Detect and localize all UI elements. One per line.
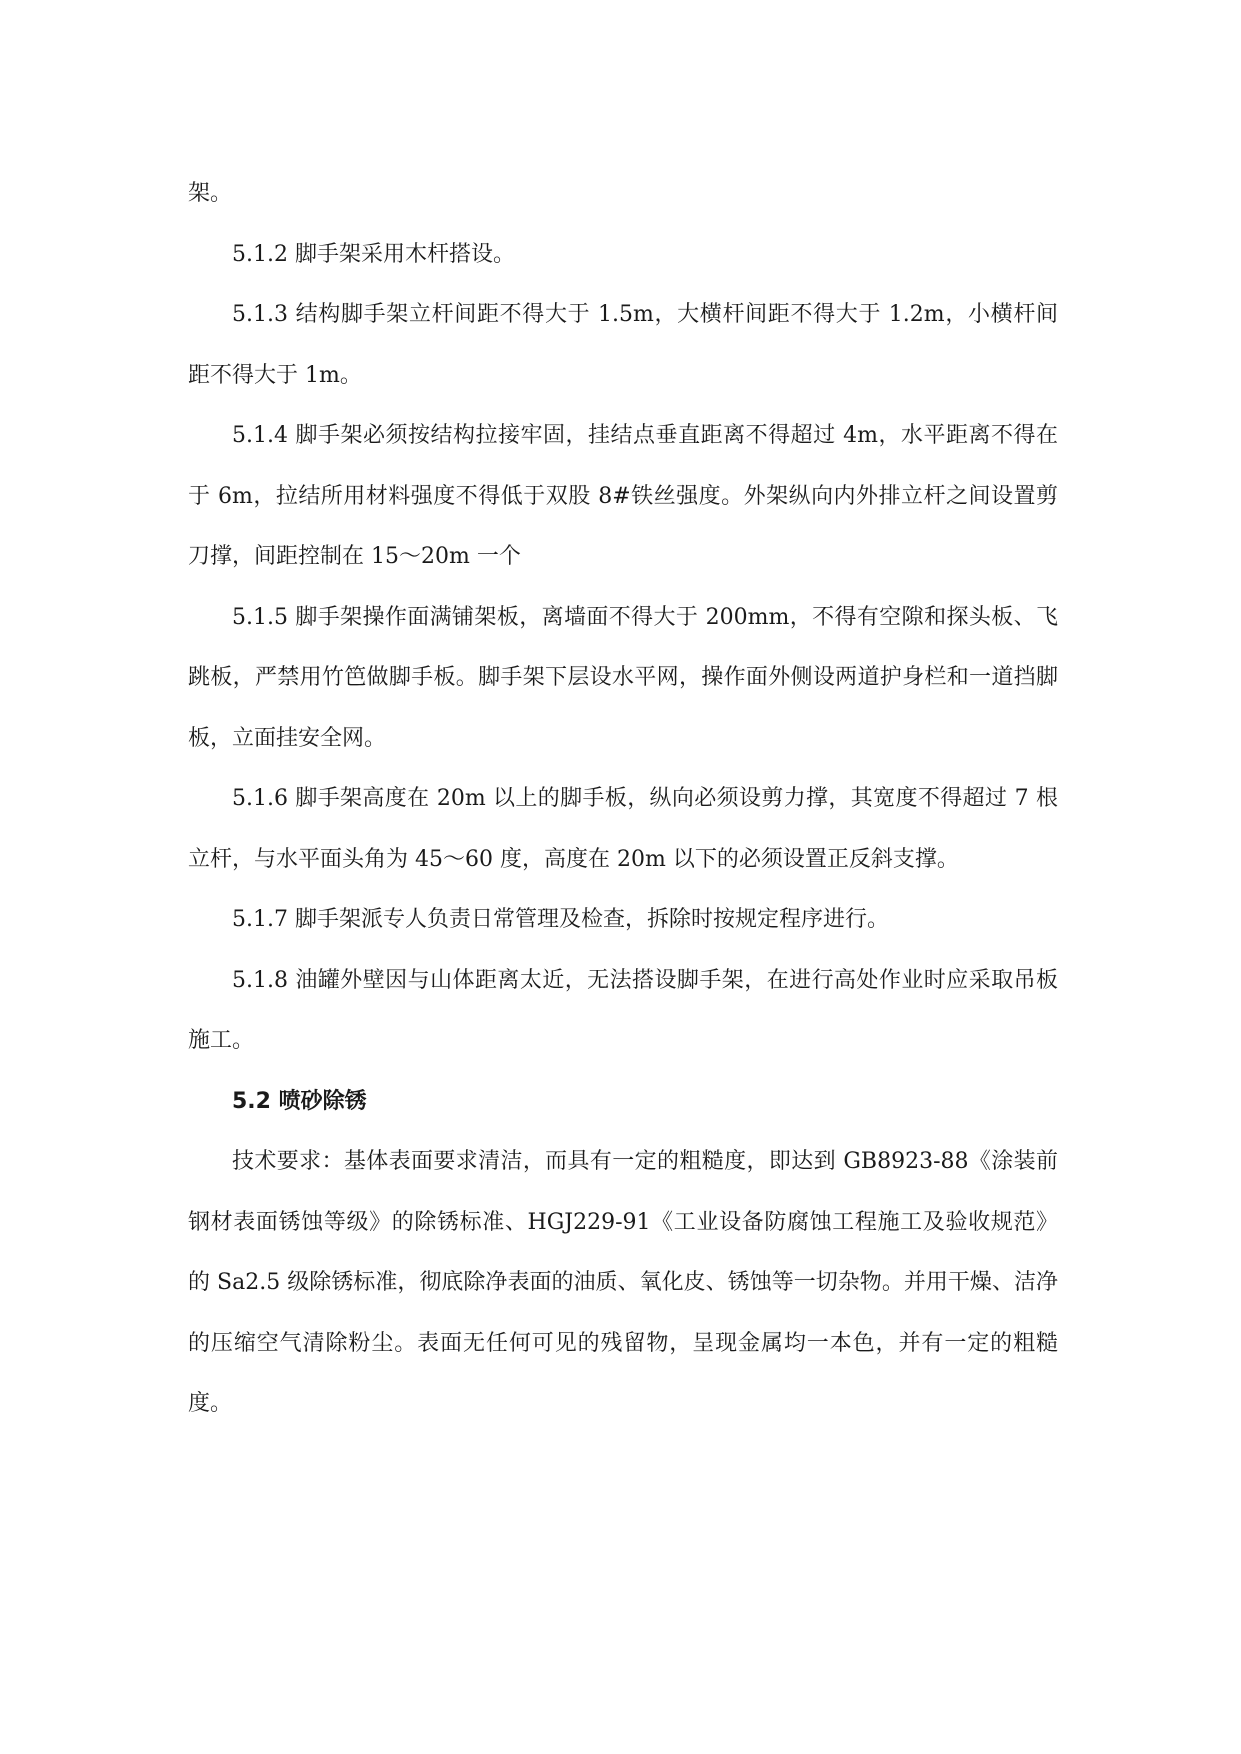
clause-5-1-2: 5.1.2 脚手架采用木杆搭设。 bbox=[232, 241, 515, 267]
clause-5-1-5: 5.1.5 脚手架操作面满铺架板，离墙面不得大于 200mm，不得有空隙和探头板、飞跳板，严禁用竹笆做脚手板。脚手架下层设水平网，操作面外侧设两道护身栏和一道挡脚板，立面挂安全网。 bbox=[188, 604, 1058, 751]
clause-5-1-4: 5.1.4 脚手架必须按结构拉接牢固，挂结点垂直距离不得超过 4m，水平距离不得在于 6m，拉结所用材料强度不得低于双股 8#铁丝强度。外架纵向内外排立杆之间设置剪刀撑，间距控制在 15～20m 一个 bbox=[188, 423, 1058, 569]
clause-5-1-7: 5.1.7 脚手架派专人负责日常管理及检查，拆除时按规定程序进行。 bbox=[232, 907, 889, 932]
clause-5-1-6: 5.1.6 脚手架高度在 20m 以上的脚手板，纵向必须设剪力撑，其宽度不得超过 7 根立杆，与水平面头角为 45～60 度，高度在 20m 以下的必须设置正反斜支撑。 bbox=[188, 786, 1058, 872]
document-body bbox=[188, 164, 1058, 1435]
section-heading-5-2: 5.2 喷砂除锈 bbox=[232, 1088, 367, 1114]
clause-5-1-8: 5.1.8 油罐外壁因与山体距离太近，无法搭设脚手架，在进行高处作业时应采取吊板施工。 bbox=[188, 967, 1058, 1053]
clause-5-1-3: 5.1.3 结构脚手架立杆间距不得大于 1.5m，大横杆间距不得大于 1.2m，小横杆间距不得大于 1m。 bbox=[188, 302, 1058, 388]
continuation-text: 架。 bbox=[188, 181, 233, 206]
section-5-2-body: 技术要求：基体表面要求清洁，而具有一定的粗糙度，即达到 GB8923-88《涂装前钢材表面锈蚀等级》的除锈标准、HGJ229-91《工业设备防腐蚀工程施工及验收规范》的 Sa2.5 级除锈标准，彻底除净表面的油质、氧化皮、锈蚀等一切杂物。并用干燥、洁净的压缩空气清除粉尘。表面无任何可见的残留物，呈现金属均一本色，并有一定的粗糙度。 bbox=[188, 1149, 1058, 1416]
